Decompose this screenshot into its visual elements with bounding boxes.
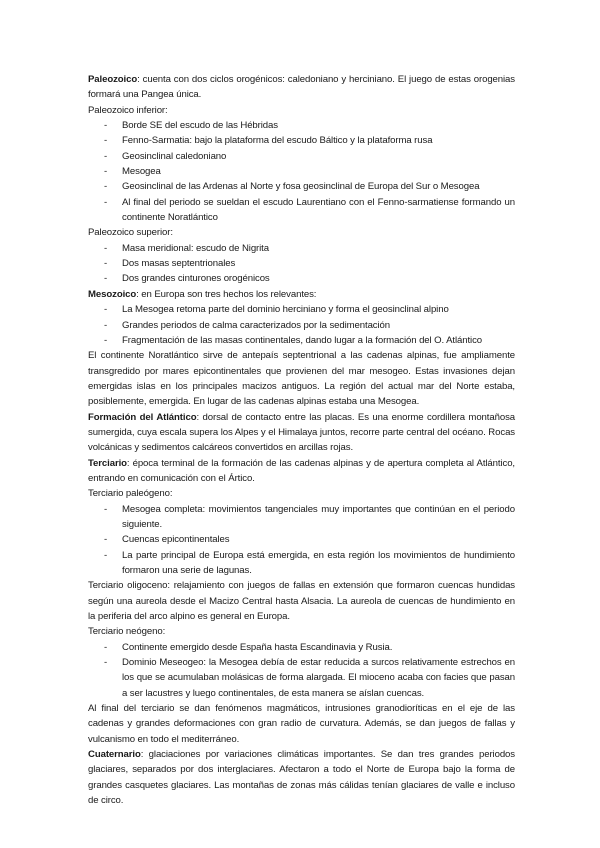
terciario-text: : época terminal de la formación de las cadenas alpinas y de apertura completa al Atlántico, entrando en comunicación con el Ártico. [88, 457, 515, 484]
document-page [88, 72, 515, 809]
list-item: - La parte principal de Europa está emergida, en esta región los movimientos de hundimiento formaron una serie de lagunas. [88, 548, 515, 579]
formacion-atlantico-term: Formación del Atlántico [88, 411, 197, 423]
list-item: - Dos grandes cinturones orogénicos [88, 271, 515, 286]
terciario-oligoceno-paragraph: Terciario oligoceno: relajamiento con juegos de fallas en extensión que formaron cuencas hundidas según una aureola desde el Macizo Central hasta Alsacia. La aureola de cuencas de hundimiento en la periferia del arco alpino es general en Europa. [88, 580, 515, 623]
list-item: - Continente emergido desde España hasta Escandinavia y Rusia. [88, 640, 515, 655]
list-item: - Borde SE del escudo de las Hébridas [88, 118, 515, 133]
list-item: - Grandes periodos de calma caracterizados por la sedimentación [88, 318, 515, 333]
formacion-atlantico-paragraph [88, 410, 515, 456]
list-item: - Al final del periodo se sueldan el escudo Laurentiano con el Fenno-sarmatiense formando un continente Noratlántico [88, 195, 515, 226]
terciario-term: Terciario [88, 457, 127, 469]
terciario-paleogeno-heading: Terciario paleógeno: [88, 488, 173, 500]
terciario-paragraph [88, 456, 515, 487]
mesozoico-paragraph [88, 287, 515, 302]
list-item: - Fragmentación de las masas continentales, dando lugar a la formación del O. Atlántico [88, 333, 515, 348]
terciario-neogeno-heading: Terciario neógeno: [88, 626, 166, 638]
paleozoico-inferior-heading: Paleozoico inferior: [88, 104, 168, 116]
list-item: - La Mesogea retoma parte del dominio herciniano y forma el geosinclinal alpino [88, 302, 515, 317]
list-item: - Mesogea [88, 164, 515, 179]
list-item: - Geosinclinal de las Ardenas al Norte y fosa geosinclinal de Europa del Sur o Mesogea [88, 179, 515, 194]
list-item: - Masa meridional: escudo de Nigrita [88, 241, 515, 256]
mesozoico-body: El continente Noratlántico sirve de antepaís septentrional a las cadenas alpinas, fue ampliamente transgredido por mares epicontinentales que provienen del mar mesogeo. Estas invasiones dejan emergidas islas en los principales macizos antiguos. La región del actual mar del Norte estaba, posiblemente, emergida. En lugar de las cadenas alpinas estaba una Mesogea. [88, 350, 515, 408]
list-item: - Geosinclinal caledoniano [88, 149, 515, 164]
mesozoico-text: : en Europa son tres hechos los relevantes: [136, 288, 317, 300]
cuaternario-term: Cuaternario [88, 749, 141, 761]
paleozoico-paragraph [88, 72, 515, 103]
mesozoico-list [88, 302, 515, 348]
terciario-paleogeno-list [88, 502, 515, 579]
terciario-final-paragraph: Al final del terciario se dan fenómenos magmáticos, intrusiones granodioríticas en el eje de las cadenas y grandes deformaciones con gran radio de curvatura. Además, se dan juegos de fallas y vulcanismo en todo el mediterráneo. [88, 703, 515, 745]
cuaternario-text: : glaciaciones por variaciones climáticas importantes. Se dan tres grandes periodos glaciares, separados por dos interglaciares. Afectaron a todo el Norte de Europa bajo la forma de grandes casquetes glaciares. Las montañas de zonas más cálidas tenían glaciares de valle e incluso de circo. [88, 749, 515, 807]
paleozoico-term: Paleozoico [88, 74, 138, 85]
terciario-neogeno-list [88, 640, 515, 701]
list-item: - Dos masas septentrionales [88, 256, 515, 271]
list-item: - Cuencas epicontinentales [88, 532, 515, 547]
mesozoico-term: Mesozoico [88, 288, 137, 300]
cuaternario-paragraph [88, 747, 515, 808]
paleozoico-superior-list [88, 241, 515, 287]
paleozoico-superior-heading: Paleozoico superior: [88, 227, 173, 239]
list-item: - Fenno-Sarmatia: bajo la plataforma del escudo Báltico y la plataforma rusa [88, 133, 515, 148]
list-item: - Mesogea completa: movimientos tangenciales muy importantes que continúan en el periodo siguiente. [88, 502, 515, 533]
formacion-atlantico-text: : dorsal de contacto entre las placas. Es una enorme cordillera montañosa sumergida, cuya escala supera los Alpes y el Himalaya juntos, recorre parte central del océano. Rocas volcánicas y sedimentos calcáreos convertidos en arcillas rojas. [88, 411, 516, 454]
paleozoico-text: : cuenta con dos ciclos orogénicos: caledoniano y herciniano. El juego de estas orogenias formará una Pangea única. [88, 74, 515, 101]
paleozoico-inferior-list [88, 118, 515, 225]
list-item: - Dominio Meseogeo: la Mesogea debía de estar reducida a surcos relativamente estrechos en los que se acumulaban molásicas de forma alargada. El mioceno acaba con facies que pasan a ser lacustres y luego continentales, de esta manera se aíslan cuencas. [88, 655, 515, 701]
